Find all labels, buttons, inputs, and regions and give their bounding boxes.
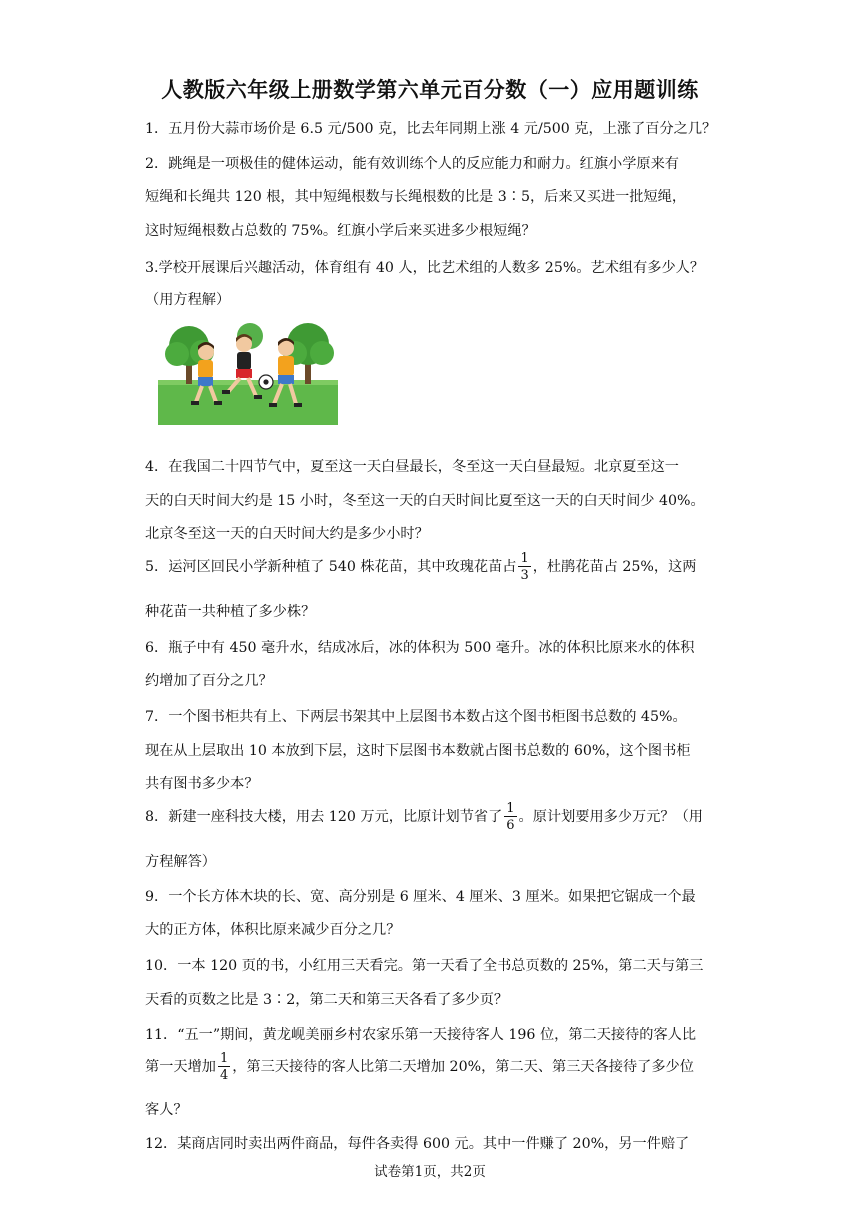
q7-line-1: 7．一个图书柜共有上、下两层书架其中上层图书本数占这个图书柜图书总数的 45%。 [145, 709, 687, 725]
fraction-denominator: 4 [219, 1068, 229, 1083]
q7-line-2: 现在从上层取出 10 本放到下层，这时下层图书本数就占图书总数的 60%，这个图书柜 [145, 743, 691, 759]
q11-line-3: 客人？ [145, 1102, 188, 1118]
q3-line-1: 3.学校开展课后兴趣活动，体育组有 40 人，比艺术组的人数多 25%。艺术组有多少人？ [145, 260, 705, 276]
q5-text-after: ，杜鹃花苗占 25%，这两 [532, 559, 697, 575]
q3-line-2: （用方程解） [145, 292, 231, 308]
q7-line-3: 共有图书多少本？ [145, 776, 259, 792]
q5-line-2: 种花苗一共种植了多少株？ [145, 604, 316, 620]
q11-text-before: 第一天增加 [145, 1059, 216, 1075]
page-title: 人教版六年级上册数学第六单元百分数（一）应用题训练 [161, 78, 699, 102]
q5-text-before: 5．运河区回民小学新种植了 540 株花苗，其中玫瑰花苗占 [145, 559, 517, 575]
q8-text-before: 8．新建一座科技大楼，用去 120 万元，比原计划节省了 [145, 809, 503, 825]
q2-line-2: 短绳和长绳共 120 根，其中短绳根数与长绳根数的比是 3∶5，后来又买进一批短绳， [145, 189, 687, 205]
fraction-one-quarter [218, 1052, 230, 1082]
fraction-numerator: 1 [506, 801, 515, 816]
q11-line-1: 11．“五一”期间，黄龙岘美丽乡村农家乐第一天接待客人 196 位，第二天接待的客人比 [145, 1027, 697, 1043]
fraction-one-sixth [504, 802, 516, 832]
kids-playing-soccer-illustration [158, 322, 338, 425]
fraction-one-third [518, 552, 530, 582]
q5-line-1 [145, 552, 696, 582]
q9-line-2: 大的正方体，体积比原来减少百分之几？ [145, 922, 401, 938]
q6-line-2: 约增加了百分之几？ [145, 673, 273, 689]
q9-line-1: 9．一个长方体木块的长、宽、高分别是 6 厘米、4 厘米、3 厘米。如果把它锯成一个最 [145, 889, 696, 905]
q4-line-1: 4．在我国二十四节气中，夏至这一天白昼最长，冬至这一天白昼最短。北京夏至这一 [145, 459, 679, 475]
q2-line-1: 2．跳绳是一项极佳的健体运动，能有效训练个人的反应能力和耐力。红旗小学原来有 [145, 156, 679, 172]
q8-text-after: 。原计划要用多少万元？（用 [518, 809, 703, 825]
fraction-numerator: 1 [520, 551, 529, 566]
fraction-numerator: 1 [219, 1051, 229, 1066]
q12-line-1: 12．某商店同时卖出两件商品，每件各卖得 600 元。其中一件赚了 20%，另一件赔了 [145, 1136, 690, 1152]
q10-line-1: 10．一本 120 页的书，小红用三天看完。第一天看了全书总页数的 25%，第二天与第三 [145, 958, 704, 974]
q1-line: 1．五月份大蒜市场价是 6.5 元/500 克，比去年同期上涨 4 元/500 克，上涨了百分之几？ [145, 121, 717, 137]
q10-line-2: 天看的页数之比是 3∶2，第二天和第三天各看了多少页？ [145, 992, 509, 1008]
q8-line-1 [145, 802, 703, 832]
q4-line-2: 天的白天时间大约是 15 小时，冬至这一天的白天时间比夏至这一天的白天时间少 40%。 [145, 493, 705, 509]
q11-text-after: ，第三天接待的客人比第二天增加 20%，第二天、第三天各接待了多少位 [232, 1059, 694, 1075]
fraction-denominator: 3 [520, 568, 529, 583]
q11-line-2 [145, 1052, 694, 1082]
fraction-denominator: 6 [506, 818, 515, 833]
q6-line-1: 6．瓶子中有 450 毫升水，结成冰后，冰的体积为 500 毫升。冰的体积比原来水的体积 [145, 640, 695, 656]
q2-line-3: 这时短绳根数占总数的 75%。红旗小学后来买进多少根短绳？ [145, 223, 536, 239]
q4-line-3: 北京冬至这一天的白天时间大约是多少小时？ [145, 526, 429, 542]
q8-line-2: 方程解答） [145, 854, 216, 870]
page-footer: 试卷第1页，共2页 [374, 1164, 486, 1180]
